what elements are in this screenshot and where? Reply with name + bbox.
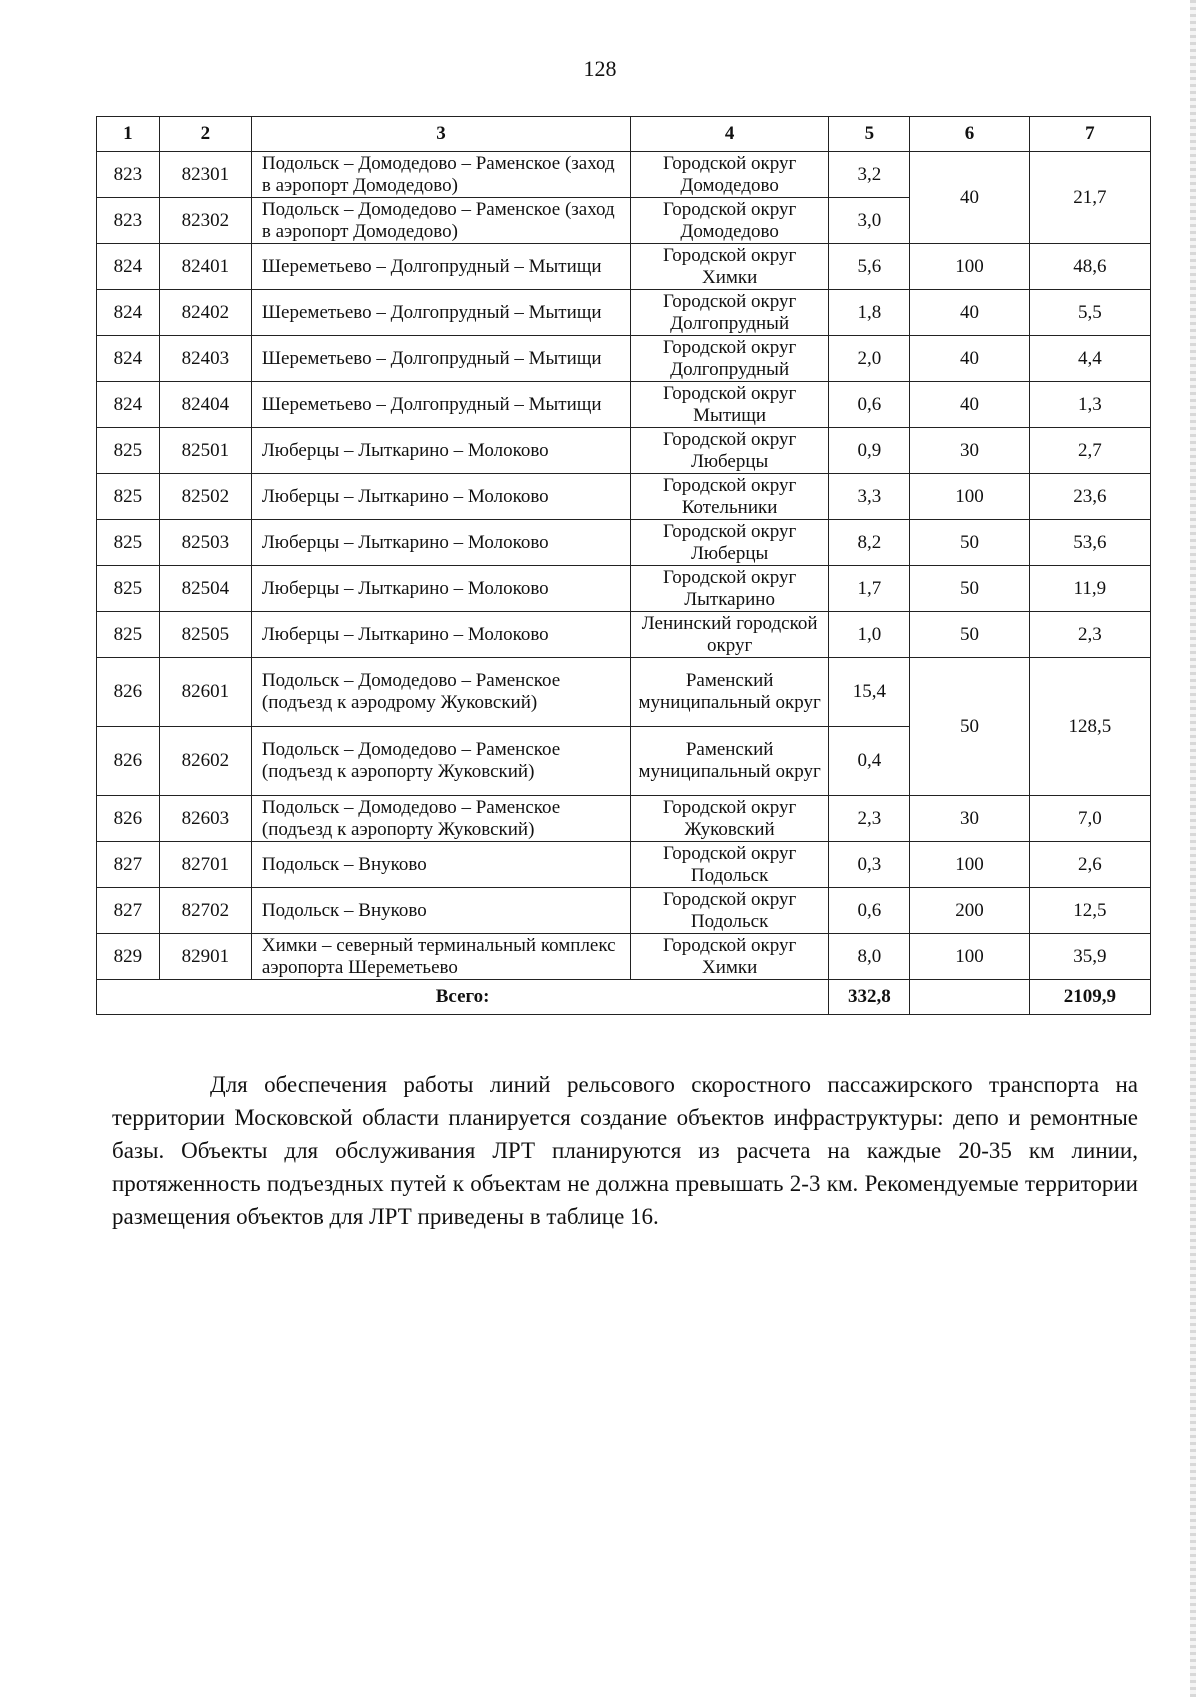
cell: Городской округ Химки — [631, 934, 829, 980]
cell: 8,2 — [829, 520, 910, 566]
cell: 1,8 — [829, 290, 910, 336]
total-row — [97, 980, 1151, 1015]
table-row — [97, 244, 1151, 290]
cell: 825 — [97, 566, 160, 612]
cell: 200 — [910, 888, 1029, 934]
cell: 82502 — [159, 474, 251, 520]
table-row — [97, 934, 1151, 980]
cell: Люберцы – Лыткарино – Молоково — [251, 566, 630, 612]
cell: Ленинский городской округ — [631, 612, 829, 658]
cell: 824 — [97, 382, 160, 428]
cell: 0,6 — [829, 382, 910, 428]
table-header-row — [97, 117, 1151, 152]
cell: Люберцы – Лыткарино – Молоково — [251, 428, 630, 474]
cell: 829 — [97, 934, 160, 980]
header-cell: 7 — [1029, 117, 1150, 152]
cell: 21,7 — [1029, 152, 1150, 244]
table-row — [97, 888, 1151, 934]
cell: Городской округ Лыткарино — [631, 566, 829, 612]
cell: 30 — [910, 796, 1029, 842]
header-cell: 5 — [829, 117, 910, 152]
cell: 0,6 — [829, 888, 910, 934]
cell: 82701 — [159, 842, 251, 888]
cell: Городской округ Долгопрудный — [631, 290, 829, 336]
cell: Подольск – Домодедово – Раменское (заход в аэропорт Домодедово) — [251, 152, 630, 198]
cell: 825 — [97, 520, 160, 566]
table-row — [97, 612, 1151, 658]
cell: 53,6 — [1029, 520, 1150, 566]
cell: 827 — [97, 842, 160, 888]
cell: 82301 — [159, 152, 251, 198]
cell: Люберцы – Лыткарино – Молоково — [251, 474, 630, 520]
cell: Шереметьево – Долгопрудный – Мытищи — [251, 382, 630, 428]
cell: 128,5 — [1029, 658, 1150, 796]
cell: Городской округ Люберцы — [631, 520, 829, 566]
cell: 100 — [910, 474, 1029, 520]
table-row — [97, 796, 1151, 842]
cell: 2,3 — [829, 796, 910, 842]
cell: 4,4 — [1029, 336, 1150, 382]
cell: 40 — [910, 382, 1029, 428]
cell: 2,7 — [1029, 428, 1150, 474]
table-row — [97, 566, 1151, 612]
cell: 82901 — [159, 934, 251, 980]
cell: 23,6 — [1029, 474, 1150, 520]
cell: Городской округ Жуковский — [631, 796, 829, 842]
cell: 1,7 — [829, 566, 910, 612]
cell: Городской округ Химки — [631, 244, 829, 290]
scan-edge-decoration — [1190, 0, 1196, 1697]
table-row — [97, 520, 1151, 566]
cell: Городской округ Подольск — [631, 888, 829, 934]
header-cell: 4 — [631, 117, 829, 152]
table-row — [97, 382, 1151, 428]
cell: 2,3 — [1029, 612, 1150, 658]
cell: Городской округ Люберцы — [631, 428, 829, 474]
cell: Раменский муниципальный округ — [631, 727, 829, 796]
cell: 826 — [97, 796, 160, 842]
cell: 100 — [910, 934, 1029, 980]
cell: 82505 — [159, 612, 251, 658]
cell: 823 — [97, 198, 160, 244]
cell: 40 — [910, 152, 1029, 244]
cell: 12,5 — [1029, 888, 1150, 934]
cell: 50 — [910, 520, 1029, 566]
cell: 82302 — [159, 198, 251, 244]
cell: 82601 — [159, 658, 251, 727]
cell: 15,4 — [829, 658, 910, 727]
cell: 82402 — [159, 290, 251, 336]
cell: 82602 — [159, 727, 251, 796]
cell: 82403 — [159, 336, 251, 382]
cell: Люберцы – Лыткарино – Молоково — [251, 520, 630, 566]
cell: Подольск – Домодедово – Раменское (подъезд к аэропорту Жуковский) — [251, 796, 630, 842]
cell: Подольск – Домодедово – Раменское (подъезд к аэродрому Жуковский) — [251, 658, 630, 727]
header-cell: 2 — [159, 117, 251, 152]
header-cell: 1 — [97, 117, 160, 152]
cell: Люберцы – Лыткарино – Молоково — [251, 612, 630, 658]
total-sum: 2109,9 — [1029, 980, 1150, 1015]
total-length: 332,8 — [829, 980, 910, 1015]
cell: 40 — [910, 336, 1029, 382]
cell: 2,0 — [829, 336, 910, 382]
cell: Раменский муниципальный округ — [631, 658, 829, 727]
cell: 40 — [910, 290, 1029, 336]
cell: Подольск – Внуково — [251, 888, 630, 934]
table-row — [97, 336, 1151, 382]
cell: Химки – северный терминальный комплекс аэропорта Шереметьево — [251, 934, 630, 980]
cell: Подольск – Домодедово – Раменское (заход в аэропорт Домодедово) — [251, 198, 630, 244]
cell: 823 — [97, 152, 160, 198]
cell: Подольск – Внуково — [251, 842, 630, 888]
cell: Городской округ Мытищи — [631, 382, 829, 428]
table-row — [97, 152, 1151, 198]
cell: 2,6 — [1029, 842, 1150, 888]
cell: 825 — [97, 474, 160, 520]
table-row — [97, 428, 1151, 474]
page-number: 128 — [583, 56, 617, 81]
cell: Городской округ Котельники — [631, 474, 829, 520]
table-row — [97, 658, 1151, 727]
cell: 50 — [910, 612, 1029, 658]
cell: 3,2 — [829, 152, 910, 198]
cell: 7,0 — [1029, 796, 1150, 842]
cell: 3,0 — [829, 198, 910, 244]
cell: 5,5 — [1029, 290, 1150, 336]
data-table-container — [96, 116, 1151, 1015]
cell: 825 — [97, 428, 160, 474]
cell: 824 — [97, 244, 160, 290]
table-row — [97, 290, 1151, 336]
data-table — [96, 116, 1151, 1015]
total-label: Всего: — [97, 980, 829, 1015]
cell: 82401 — [159, 244, 251, 290]
cell: Городской округ Домодедово — [631, 152, 829, 198]
total-empty-cell — [910, 980, 1029, 1015]
cell: Городской округ Долгопрудный — [631, 336, 829, 382]
cell: Шереметьево – Долгопрудный – Мытищи — [251, 336, 630, 382]
cell: 824 — [97, 336, 160, 382]
cell: 8,0 — [829, 934, 910, 980]
body-paragraph: Для обеспечения работы линий рельсового скоростного пассажирского транспорта на территории Московской области планируется создание объектов инфраструктуры: депо и ремонтные базы. Объекты для обслуживания ЛРТ планируются из расчета на каждые 20-35 км линии, протяженность подъездных путей к объектам не должна превышать 2-3 км. Рекомендуемые территории размещения объектов для ЛРТ приведены в таблице 16. — [112, 1072, 1138, 1229]
cell: 826 — [97, 658, 160, 727]
table-row — [97, 842, 1151, 888]
cell: 50 — [910, 658, 1029, 796]
cell: 0,9 — [829, 428, 910, 474]
cell: 824 — [97, 290, 160, 336]
cell: 0,3 — [829, 842, 910, 888]
table-row — [97, 474, 1151, 520]
cell: 3,3 — [829, 474, 910, 520]
cell: 1,0 — [829, 612, 910, 658]
cell: 100 — [910, 842, 1029, 888]
cell: 82503 — [159, 520, 251, 566]
cell: 11,9 — [1029, 566, 1150, 612]
cell: 50 — [910, 566, 1029, 612]
cell: 30 — [910, 428, 1029, 474]
cell: Городской округ Подольск — [631, 842, 829, 888]
cell: 82603 — [159, 796, 251, 842]
cell: Шереметьево – Долгопрудный – Мытищи — [251, 244, 630, 290]
header-cell: 6 — [910, 117, 1029, 152]
cell: Подольск – Домодедово – Раменское (подъезд к аэропорту Жуковский) — [251, 727, 630, 796]
cell: 82504 — [159, 566, 251, 612]
cell: 82702 — [159, 888, 251, 934]
cell: Городской округ Домодедово — [631, 198, 829, 244]
cell: Шереметьево – Долгопрудный – Мытищи — [251, 290, 630, 336]
cell: 1,3 — [1029, 382, 1150, 428]
cell: 827 — [97, 888, 160, 934]
cell: 35,9 — [1029, 934, 1150, 980]
cell: 825 — [97, 612, 160, 658]
cell: 82404 — [159, 382, 251, 428]
cell: 48,6 — [1029, 244, 1150, 290]
cell: 100 — [910, 244, 1029, 290]
cell: 5,6 — [829, 244, 910, 290]
cell: 82501 — [159, 428, 251, 474]
cell: 0,4 — [829, 727, 910, 796]
cell: 826 — [97, 727, 160, 796]
header-cell: 3 — [251, 117, 630, 152]
